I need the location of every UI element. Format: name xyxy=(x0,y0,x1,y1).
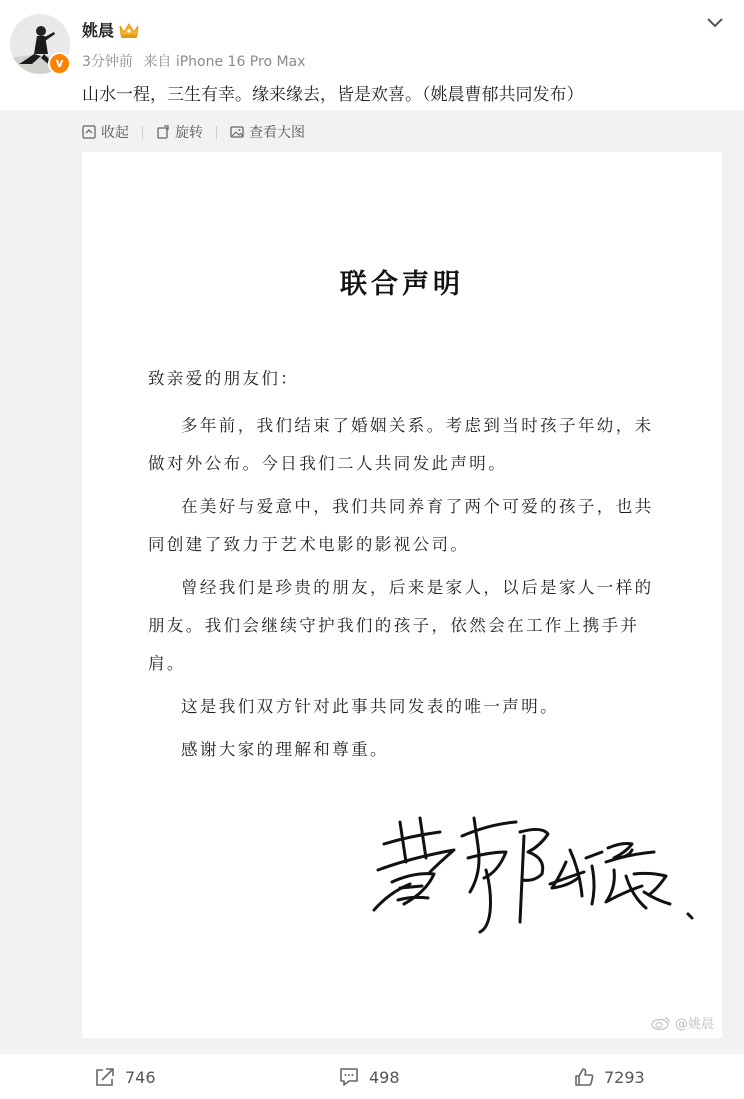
collapse-icon xyxy=(82,125,96,139)
statement-body xyxy=(148,360,658,774)
statement-paragraph: 这是我们双方针对此事共同发表的唯一声明。 xyxy=(181,697,559,716)
rotate-label: 旋转 xyxy=(175,125,203,141)
post-meta xyxy=(82,51,305,71)
like-count: 7293 xyxy=(604,1067,645,1087)
rotate-icon xyxy=(156,125,170,139)
statement-image[interactable] xyxy=(82,152,722,1038)
username[interactable] xyxy=(82,18,140,41)
collapse-label: 收起 xyxy=(101,125,129,141)
thumbs-up-icon xyxy=(573,1066,595,1088)
action-bar xyxy=(0,1054,744,1099)
repost-count: 746 xyxy=(125,1067,156,1087)
comment-count: 498 xyxy=(369,1067,400,1087)
statement-paragraph: 多年前，我们结束了婚姻关系。考虑到当时孩子年幼，未做对外公布。今日我们二人共同发此声明。 xyxy=(148,416,654,473)
verified-badge: v xyxy=(48,52,71,75)
share-icon xyxy=(94,1066,116,1088)
chevron-down-icon[interactable] xyxy=(706,16,724,30)
like-button[interactable] xyxy=(573,1066,645,1088)
post-text: 山水一程，三生有幸。缘来缘去，皆是欢喜。（姚晨曹郁共同发布） xyxy=(82,85,584,105)
toolbar-divider xyxy=(142,126,143,139)
weibo-logo-icon xyxy=(651,1016,671,1030)
watermark xyxy=(651,1013,714,1032)
statement-paragraph: 感谢大家的理解和尊重。 xyxy=(181,740,389,759)
post-source: 来自 iPhone 16 Pro Max xyxy=(143,54,306,70)
media-toolbar xyxy=(82,122,305,142)
statement-salutation: 致亲爱的朋友们： xyxy=(148,369,300,388)
media-viewer xyxy=(0,110,744,1054)
rotate-button[interactable] xyxy=(156,122,203,142)
crown-icon xyxy=(118,21,140,39)
view-large-label: 查看大图 xyxy=(249,125,305,141)
image-icon xyxy=(230,125,244,139)
view-large-button[interactable] xyxy=(230,122,305,142)
repost-button[interactable] xyxy=(94,1066,156,1088)
comment-icon xyxy=(338,1066,360,1088)
statement-title: 联合声明 xyxy=(340,269,464,300)
username-text[interactable]: 姚晨 xyxy=(82,21,115,40)
watermark-text: @姚晨 xyxy=(674,1017,714,1032)
toolbar-divider xyxy=(216,126,217,139)
statement-paragraph: 在美好与爱意中，我们共同养育了两个可爱的孩子，也共同创建了致力于艺术电影的影视公司。 xyxy=(148,497,654,554)
post-time[interactable]: 3分钟前 xyxy=(82,54,133,70)
statement-paragraph: 曾经我们是珍贵的朋友，后来是家人，以后是家人一样的朋友。我们会继续守护我们的孩子，依然会在工作上携手并肩。 xyxy=(148,578,654,673)
avatar[interactable] xyxy=(10,14,70,74)
comment-button[interactable] xyxy=(338,1066,400,1088)
handwritten-signature xyxy=(370,792,700,942)
collapse-button[interactable] xyxy=(82,122,129,142)
